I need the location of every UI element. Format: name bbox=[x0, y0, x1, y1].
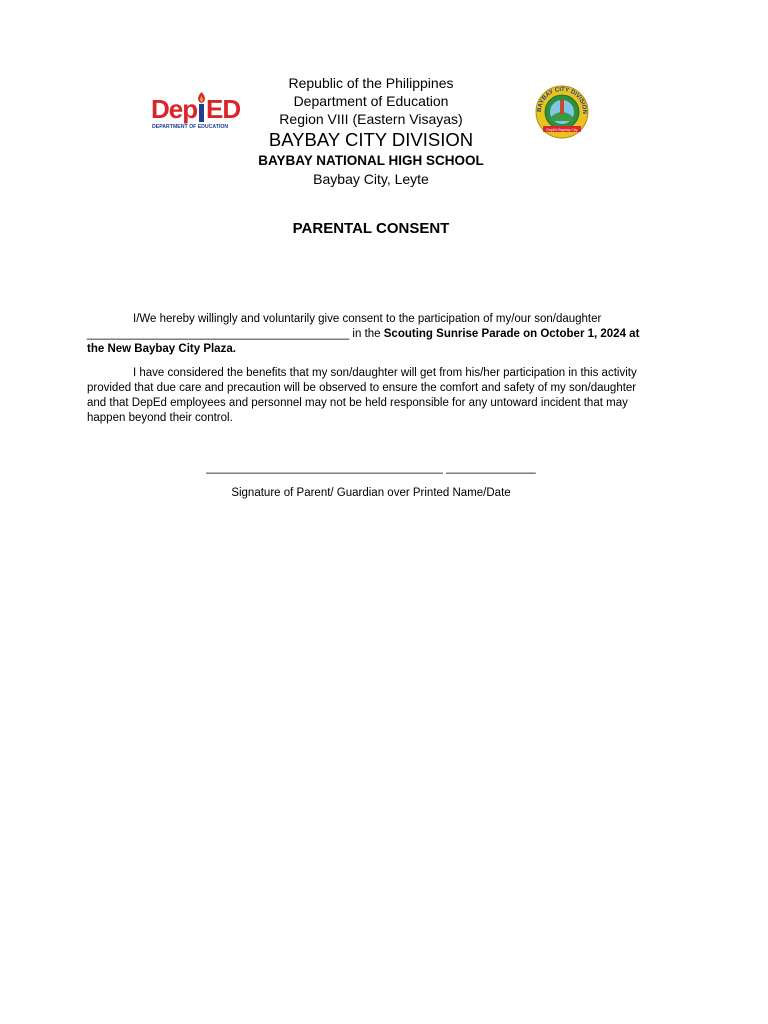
deped-logo-tagline: DEPARTMENT OF EDUCATION bbox=[152, 124, 229, 130]
consent-text-mid: in the bbox=[349, 328, 384, 340]
department-line: Department of Education bbox=[293, 93, 449, 109]
letterhead bbox=[0, 72, 768, 192]
consent-paragraph-2 bbox=[87, 366, 649, 426]
activity-details: Scouting Sunrise Parade on October 1, 2024 at the New Baybay City Plaza. bbox=[87, 328, 640, 355]
signature-line: _____________________________________ ______________ bbox=[206, 462, 536, 474]
student-name-blank: _________________________________________ bbox=[87, 328, 350, 340]
region-line: Region VIII (Eastern Visayas) bbox=[279, 111, 463, 127]
division-seal bbox=[531, 85, 593, 139]
seal-ribbon-text: DepEd Baybay City bbox=[546, 127, 578, 132]
school-location: Baybay City, Leyte bbox=[313, 171, 429, 187]
school-name: BAYBAY NATIONAL HIGH SCHOOL bbox=[258, 153, 484, 168]
division-name: BAYBAY CITY DIVISION bbox=[268, 129, 474, 150]
deped-logo-dep: Dep bbox=[151, 94, 198, 124]
signature-label: Signature of Parent/ Guardian over Printed Name/Date bbox=[231, 487, 511, 499]
consent-paragraph-1 bbox=[87, 312, 649, 357]
republic-line: Republic of the Philippines bbox=[288, 75, 454, 91]
seal-ring-text: BAYBAY CITY DIVISION bbox=[536, 86, 588, 115]
consent-text-start: I/We hereby willingly and voluntarily give consent to the participation of my/our son/daughter bbox=[133, 313, 602, 325]
waiver-text: I have considered the benefits that my son/daughter will get from his/her participation in this activity provided that due care and precaution will be observed to ensure the comfort and safety of my son/daughter and that DepEd employees and personnel may not be held responsible for any untoward incident that may happen beyond their control. bbox=[87, 367, 637, 424]
deped-logo-ed: ED bbox=[206, 94, 241, 124]
seal-torch-icon bbox=[560, 100, 564, 114]
document-title: PARENTAL CONSENT bbox=[292, 220, 450, 237]
